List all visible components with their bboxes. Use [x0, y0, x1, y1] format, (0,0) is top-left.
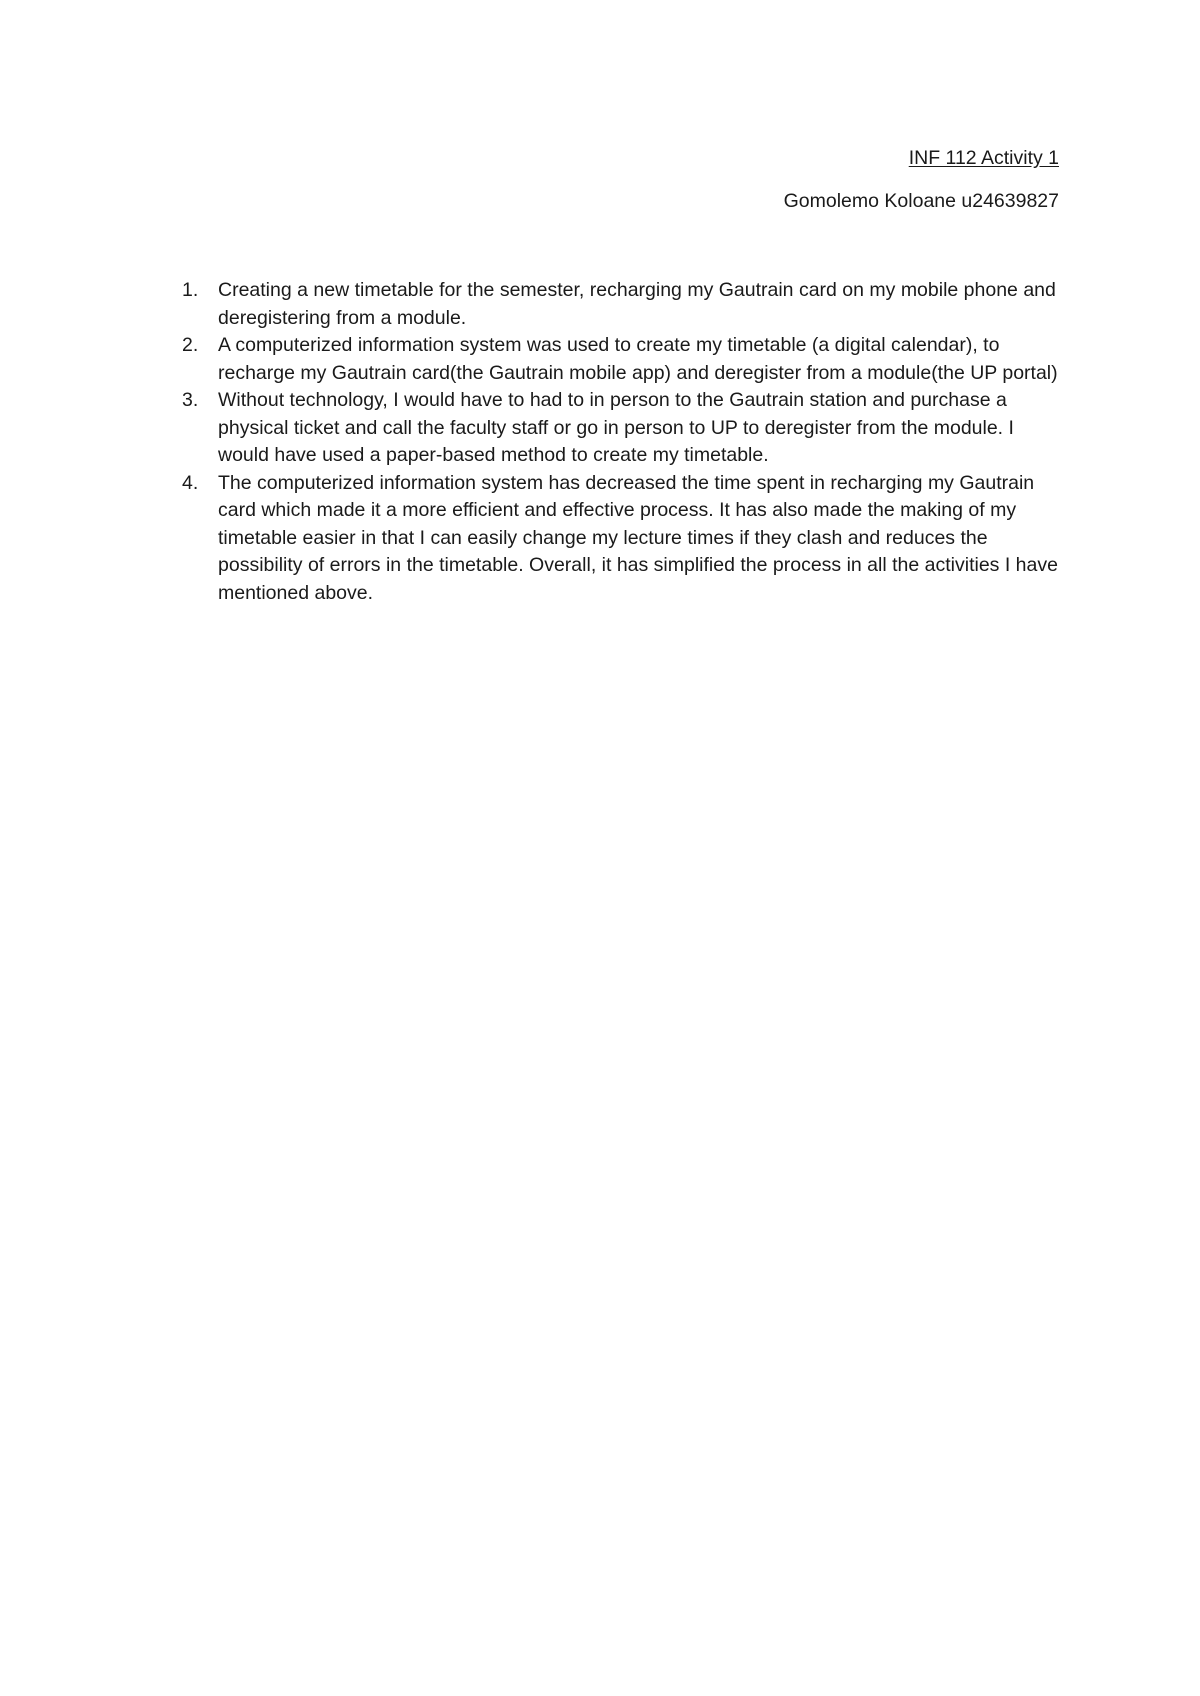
- answer-text: Without technology, I would have to had to in person to the Gautrain station and purchase a physical ticket and call the faculty staff or go in person to UP to deregister from the module. I would have used a paper-based method to create my timetable.: [218, 389, 1014, 466]
- answer-item-2: [182, 332, 1062, 387]
- answer-text: A computerized information system was used to create my timetable (a digital calendar), to recharge my Gautrain card(the Gautrain mobile app) and deregister from a module(the UP portal): [218, 334, 1058, 384]
- answer-number: 3.: [182, 389, 199, 411]
- author-line: Gomolemo Koloane u24639827: [783, 190, 1059, 212]
- document-title: INF 112 Activity 1: [908, 147, 1059, 169]
- answer-item-3: [182, 387, 1062, 470]
- answer-number: 4.: [182, 471, 199, 494]
- answer-number: 2.: [182, 334, 199, 356]
- answer-text: The computerized information system has decreased the time spent in recharging my Gautrain card which made it a more efficient and effective process. It has also made the making of my timetable easier in that I can easily change my lecture times if they clash and reduces the possibility of errors in the timetable. Overall, it has simplified the process in all the activities I have mentioned above.: [218, 471, 1058, 604]
- answer-item-1: [182, 277, 1062, 332]
- answer-number: 1.: [182, 279, 199, 301]
- answer-list: [182, 277, 1062, 607]
- answer-item-4: [182, 470, 1062, 608]
- document-body: [182, 277, 1062, 607]
- document-header: [784, 146, 1059, 213]
- answer-text: Creating a new timetable for the semester, recharging my Gautrain card on my mobile phone and deregistering from a module.: [218, 279, 1056, 329]
